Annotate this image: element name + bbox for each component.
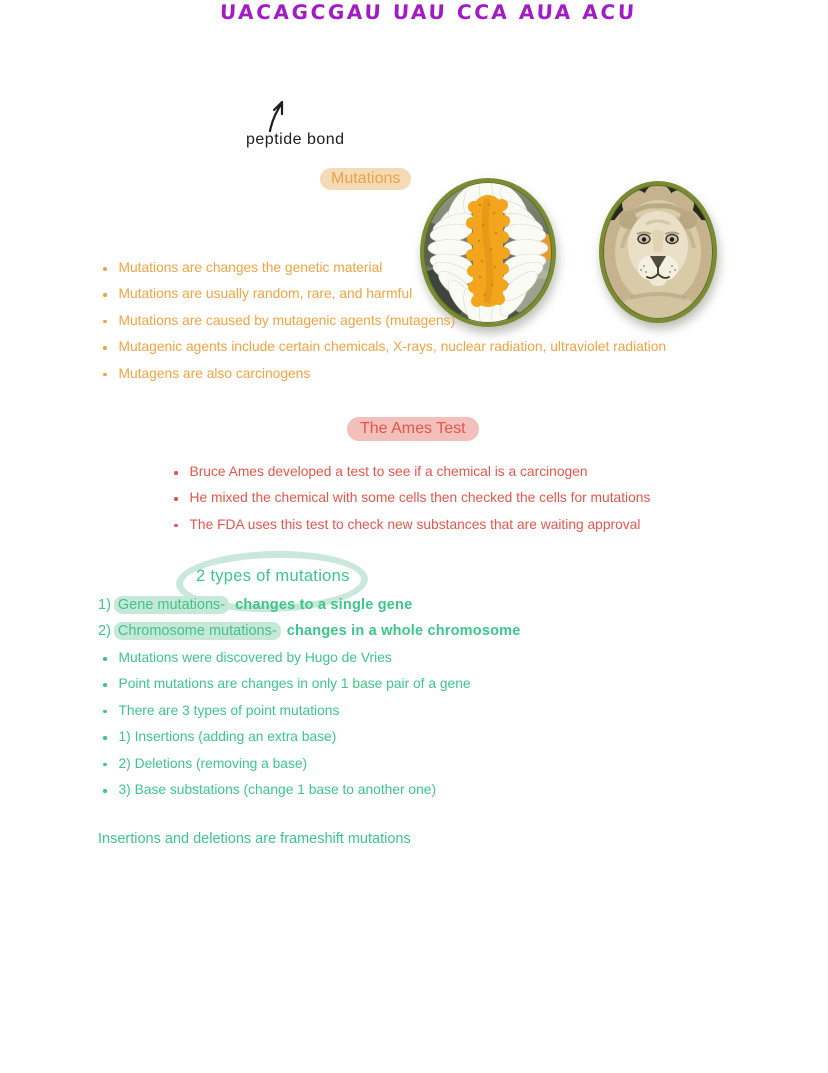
types-of-mutations-heading: 2 types of mutations — [196, 567, 350, 585]
bullet-dot — [103, 267, 107, 271]
list-item — [101, 671, 471, 697]
list-item-text: There are 3 types of point mutations — [118, 702, 340, 718]
bullet-dot — [174, 497, 178, 501]
list-item-text: The FDA uses this test to check new substances that are waiting approval — [189, 516, 641, 532]
bullet-dot — [103, 683, 107, 687]
item-number: 2) — [98, 623, 111, 639]
bullet-dot — [103, 657, 107, 661]
item-number: 1) — [98, 597, 111, 613]
list-item-text: Mutations are usually random, rare, and harmful — [118, 286, 413, 302]
chromosome-mutation-definition — [98, 623, 521, 639]
gene-mutation-definition — [98, 597, 412, 613]
list-item — [172, 485, 650, 511]
term-definition: changes in a whole chromosome — [286, 623, 521, 639]
list-item — [172, 459, 650, 485]
ames-test-heading: The Ames Test — [347, 417, 479, 441]
list-item-text: Point mutations are changes in only 1 base pair of a gene — [118, 676, 471, 692]
list-item-text: Mutations were discovered by Hugo de Vries — [118, 650, 392, 665]
bullet-dot — [103, 710, 107, 714]
up-arrow-icon — [256, 96, 296, 136]
list-item-text: 2) Deletions (removing a base) — [118, 755, 308, 771]
list-item-text: 3) Base substations (change 1 base to another one) — [118, 782, 437, 798]
peptide-bond-label: peptide bond — [246, 131, 345, 148]
bullet-dot — [103, 320, 107, 324]
list-item — [101, 751, 471, 777]
bullet-dot — [103, 789, 107, 793]
list-item-text: Mutations are changes the genetic material — [118, 260, 383, 275]
list-item-text: Mutagenic agents include certain chemicals, X-rays, nuclear radiation, ultraviolet radiation — [118, 339, 667, 355]
list-item-text: Bruce Ames developed a test to see if a chemical is a carcinogen — [189, 464, 588, 479]
highlighted-term: Gene mutations- — [114, 596, 229, 614]
list-item — [101, 281, 666, 307]
bullet-dot — [103, 763, 107, 767]
list-item-text: Mutations are caused by mutagenic agents (mutagens) — [118, 312, 456, 328]
list-item — [101, 777, 471, 803]
ames-bullet-list — [172, 459, 650, 538]
list-item-text: 1) Insertions (adding an extra base) — [118, 729, 337, 745]
point-mutations-bullet-list — [101, 645, 471, 803]
bullet-dot — [103, 293, 107, 297]
list-item — [101, 724, 471, 750]
bullet-dot — [103, 373, 107, 377]
list-item — [101, 308, 666, 334]
bullet-dot — [103, 736, 107, 740]
list-item-text: Mutagens are also carcinogens — [118, 365, 311, 381]
list-item — [101, 255, 666, 281]
rna-sequence-handwriting: UACAGCGAU UAU CCA AUA ACU — [219, 0, 638, 24]
list-item — [101, 645, 471, 671]
highlighted-term: Chromosome mutations- — [114, 622, 281, 640]
list-item — [101, 334, 666, 360]
mutations-heading: Mutations — [320, 168, 411, 190]
term-definition: changes to a single gene — [235, 597, 413, 613]
mutations-bullet-list — [101, 255, 666, 387]
frameshift-note: Insertions and deletions are frameshift mutations — [98, 831, 411, 847]
list-item — [172, 512, 650, 538]
bullet-dot — [103, 346, 107, 350]
bullet-dot — [174, 471, 178, 475]
list-item — [101, 698, 471, 724]
list-item-text: He mixed the chemical with some cells then checked the cells for mutations — [189, 490, 651, 506]
bullet-dot — [174, 524, 178, 528]
list-item — [101, 361, 666, 387]
